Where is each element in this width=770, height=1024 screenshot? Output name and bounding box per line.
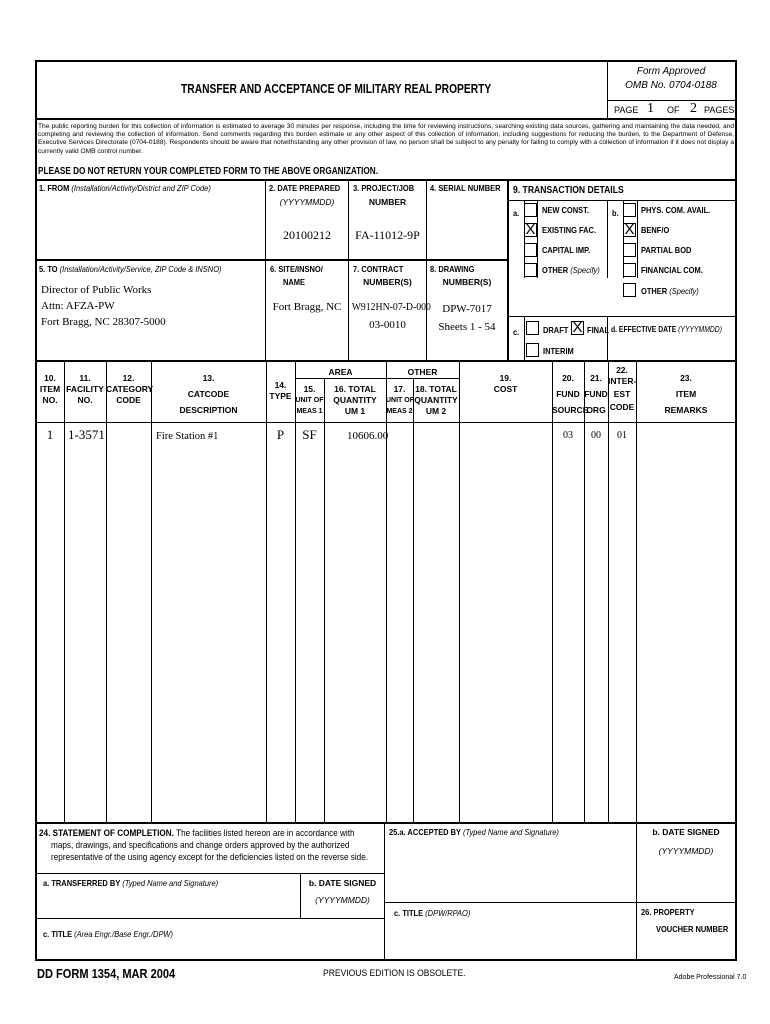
date-signed-hint-24b: (YYYYMMDD) [315, 895, 370, 905]
transaction-b-label: b. [612, 208, 619, 218]
pages-label: PAGES [704, 105, 735, 115]
date-prepared-label: 2. DATE PREPARED [269, 183, 341, 193]
other-b-label: OTHER (Specify) [641, 286, 699, 296]
partial-bod-checkbox[interactable] [623, 243, 636, 257]
form-id: DD FORM 1354, MAR 2004 [37, 966, 176, 981]
col-item-remarks: 23. ITEM REMARKS [664, 373, 708, 415]
col-type: 14. TYPE [269, 380, 292, 401]
row-fund-org[interactable]: 00 [591, 430, 601, 441]
adobe-version: Adobe Professional 7.0 [674, 974, 747, 981]
benfo-checkbox[interactable] [623, 223, 636, 237]
other-label: OTHER (Specify) [542, 265, 600, 275]
date-signed-hint-25b: (YYYYMMDD) [658, 846, 714, 856]
property-voucher-label-2: VOUCHER NUMBER [656, 924, 729, 934]
date-prepared-value[interactable]: 20100212 [283, 228, 331, 242]
to-address-line-3[interactable]: Fort Bragg, NC 28307-5000 [41, 316, 166, 328]
title-dpw-rpao-label: c. TITLE (DPW/RPAO) [394, 908, 471, 918]
other-checkbox[interactable] [524, 263, 537, 277]
drawing-label-numbers: NUMBER(S) [442, 277, 492, 287]
transaction-a-label: a. [513, 208, 520, 218]
draft-label: DRAFT [543, 325, 569, 335]
date-signed-label-25b: b. DATE SIGNED [652, 827, 720, 837]
project-label: 3. PROJECT/JOB [353, 183, 415, 193]
serial-number-label: 4. SERIAL NUMBER [430, 183, 501, 193]
project-label-number: NUMBER [368, 197, 407, 207]
interim-checkbox[interactable] [526, 343, 539, 357]
burden-notice: The public reporting burden for this collection of information is estimated to average 30 minutes per response, including the time for reviewing instructions, searching existing data sources, gathering and maintaining the data needed, and completing and reviewing the collection of information. Send comments regarding this burden estimate or any other aspect of this collection of information, including suggestions for reducing the burden, to the Department of Defense, Executive Services Directorate (0704-0188). Respondents should be aware that notwithstanding any other provision of law, no person shall be subject to any penalty for failing to comply with a collection of information if it does not display a currently valid OMB control number. [38, 123, 734, 155]
accepted-by-label: 25.a. ACCEPTED BY (Typed Name and Signature) [389, 827, 559, 837]
capital-imp-label: CAPITAL IMP. [542, 245, 591, 255]
transferred-by-field[interactable] [37, 891, 299, 917]
accepted-by-field[interactable] [386, 842, 634, 900]
contract-value-2[interactable]: 03-0010 [369, 319, 406, 331]
contract-label: 7. CONTRACT [353, 264, 404, 274]
interim-label: INTERIM [543, 346, 574, 356]
page-number[interactable]: 1 [647, 101, 654, 116]
existing-fac-checkbox[interactable] [524, 223, 537, 237]
date-prepared-hint: (YYYYMMDD) [279, 197, 335, 207]
other-b-checkbox[interactable] [623, 283, 636, 297]
row-unit-meas-1[interactable]: SF [302, 427, 317, 442]
title-area-engr-field[interactable] [37, 940, 383, 958]
new-const-checkbox[interactable] [524, 203, 537, 217]
drawing-label: 8. DRAWING [430, 264, 475, 274]
from-label: 1. FROM (Installation/Activity/District and ZIP Code) [39, 183, 211, 193]
to-label: 5. TO (Installation/Activity/Service, ZIP Code & INSNO) [39, 264, 222, 274]
date-signed-label-24b: b. DATE SIGNED [308, 878, 377, 888]
benfo-label: BENF/O [641, 225, 670, 235]
new-const-label: NEW CONST. [542, 205, 589, 215]
row-facility-no[interactable]: 1-3571 [68, 427, 105, 442]
title-area-engr-label: c. TITLE (Area Engr./Base Engr./DPW) [43, 929, 173, 939]
effective-date-label: d. EFFECTIVE DATE (YYYYMMDD) [611, 324, 722, 334]
row-item-no[interactable]: 1 [46, 427, 54, 442]
row-total-qty-1[interactable]: 10606.00 [347, 430, 389, 442]
other-group-label: OTHER [407, 367, 438, 377]
transferred-by-label: a. TRANSFERRED BY (Typed Name and Signature) [43, 878, 219, 888]
statement-of-completion: 24. STATEMENT OF COMPLETION. The facilities listed hereon are in accordance with maps, drawings, and specifications and change orders approved by the authorized representative of the using agency except for the deficiencies listed on the reverse side. [39, 828, 369, 863]
col-total-qty-um-2: 18. TOTAL QUANTITY UM 2 [414, 384, 458, 416]
page-indicator [610, 101, 735, 118]
col-catcode-description: 13. CATCODE DESCRIPTION [179, 373, 238, 415]
transaction-details-label: 9. TRANSACTION DETAILS [513, 185, 624, 196]
financial-com-checkbox[interactable] [623, 263, 636, 277]
final-mark: X [572, 319, 583, 336]
col-fund-org: 21. FUND ORG [584, 373, 608, 415]
from-field[interactable] [37, 196, 263, 256]
drawing-value-2[interactable]: Sheets 1 - 54 [438, 321, 496, 333]
row-catcode-description[interactable]: Fire Station #1 [156, 431, 219, 442]
capital-imp-checkbox[interactable] [524, 243, 537, 257]
transaction-c-label: c. [513, 327, 520, 337]
site-label: 6. SITE/INSNO/ [270, 264, 323, 274]
omb-number: OMB No. 0704-0188 [625, 80, 717, 91]
row-interest-code[interactable]: 01 [617, 430, 627, 441]
row-type[interactable]: P [276, 427, 285, 442]
phys-com-checkbox[interactable] [623, 203, 636, 217]
to-address-line-1[interactable]: Director of Public Works [41, 284, 152, 296]
final-checkbox[interactable] [571, 321, 584, 335]
to-address-line-2[interactable]: Attn: AFZA-PW [41, 300, 115, 312]
col-unit-meas-1: 15. UNIT OF MEAS 1 [295, 384, 324, 415]
col-category-code: 12. CATEGORY CODE [106, 373, 154, 405]
effective-date-field[interactable] [609, 336, 734, 358]
property-voucher-label: 26. PROPERTY [641, 907, 695, 917]
col-fund-source: 20. FUND SOURCE [552, 373, 589, 415]
of-label: OF [667, 105, 680, 115]
do-not-return-notice: PLEASE DO NOT RETURN YOUR COMPLETED FORM TO THE ABOVE ORGANIZATION. [38, 166, 379, 177]
project-value[interactable]: FA-11012-9P [355, 228, 420, 242]
form-title: TRANSFER AND ACCEPTANCE OF MILITARY REAL PROPERTY [181, 82, 492, 96]
col-unit-meas-2: 17. UNIT OF MEAS 2 [386, 384, 414, 415]
financial-com-label: FINANCIAL COM. [641, 265, 703, 275]
col-cost: 19. COST [493, 373, 518, 394]
total-pages[interactable]: 2 [690, 101, 697, 116]
col-interest-code: 22. INTER- EST CODE [608, 365, 637, 412]
page-label: PAGE [614, 105, 639, 115]
site-value[interactable]: Fort Bragg, NC [272, 301, 342, 313]
existing-fac-label: EXISTING FAC. [542, 225, 597, 235]
contract-value-1[interactable]: W912HN-07-D-000 [351, 302, 431, 313]
row-fund-source[interactable]: 03 [563, 430, 573, 441]
col-facility-no: 11. FACILITY NO. [66, 373, 104, 405]
title-dpw-rpao-field[interactable] [386, 921, 634, 957]
col-total-qty-um-1: 16. TOTAL QUANTITY UM 1 [333, 384, 377, 416]
form-approved: Form Approved [636, 66, 706, 77]
existing-fac-mark: X [525, 221, 536, 238]
phys-com-label: PHYS. COM. AVAIL. [641, 205, 711, 215]
serial-number-field[interactable] [428, 196, 506, 256]
final-label: FINAL [587, 325, 610, 335]
area-group-label: AREA [328, 367, 353, 377]
previous-edition-notice: PREVIOUS EDITION IS OBSOLETE. [323, 968, 466, 979]
draft-checkbox[interactable] [526, 321, 539, 335]
partial-bod-label: PARTIAL BOD [641, 245, 692, 255]
benfo-mark: X [624, 221, 635, 238]
col-item-no: 10. ITEM NO. [39, 373, 61, 405]
site-label-name: NAME [283, 277, 306, 287]
drawing-value-1[interactable]: DPW-7017 [442, 303, 492, 315]
contract-label-numbers: NUMBER(S) [363, 277, 412, 287]
